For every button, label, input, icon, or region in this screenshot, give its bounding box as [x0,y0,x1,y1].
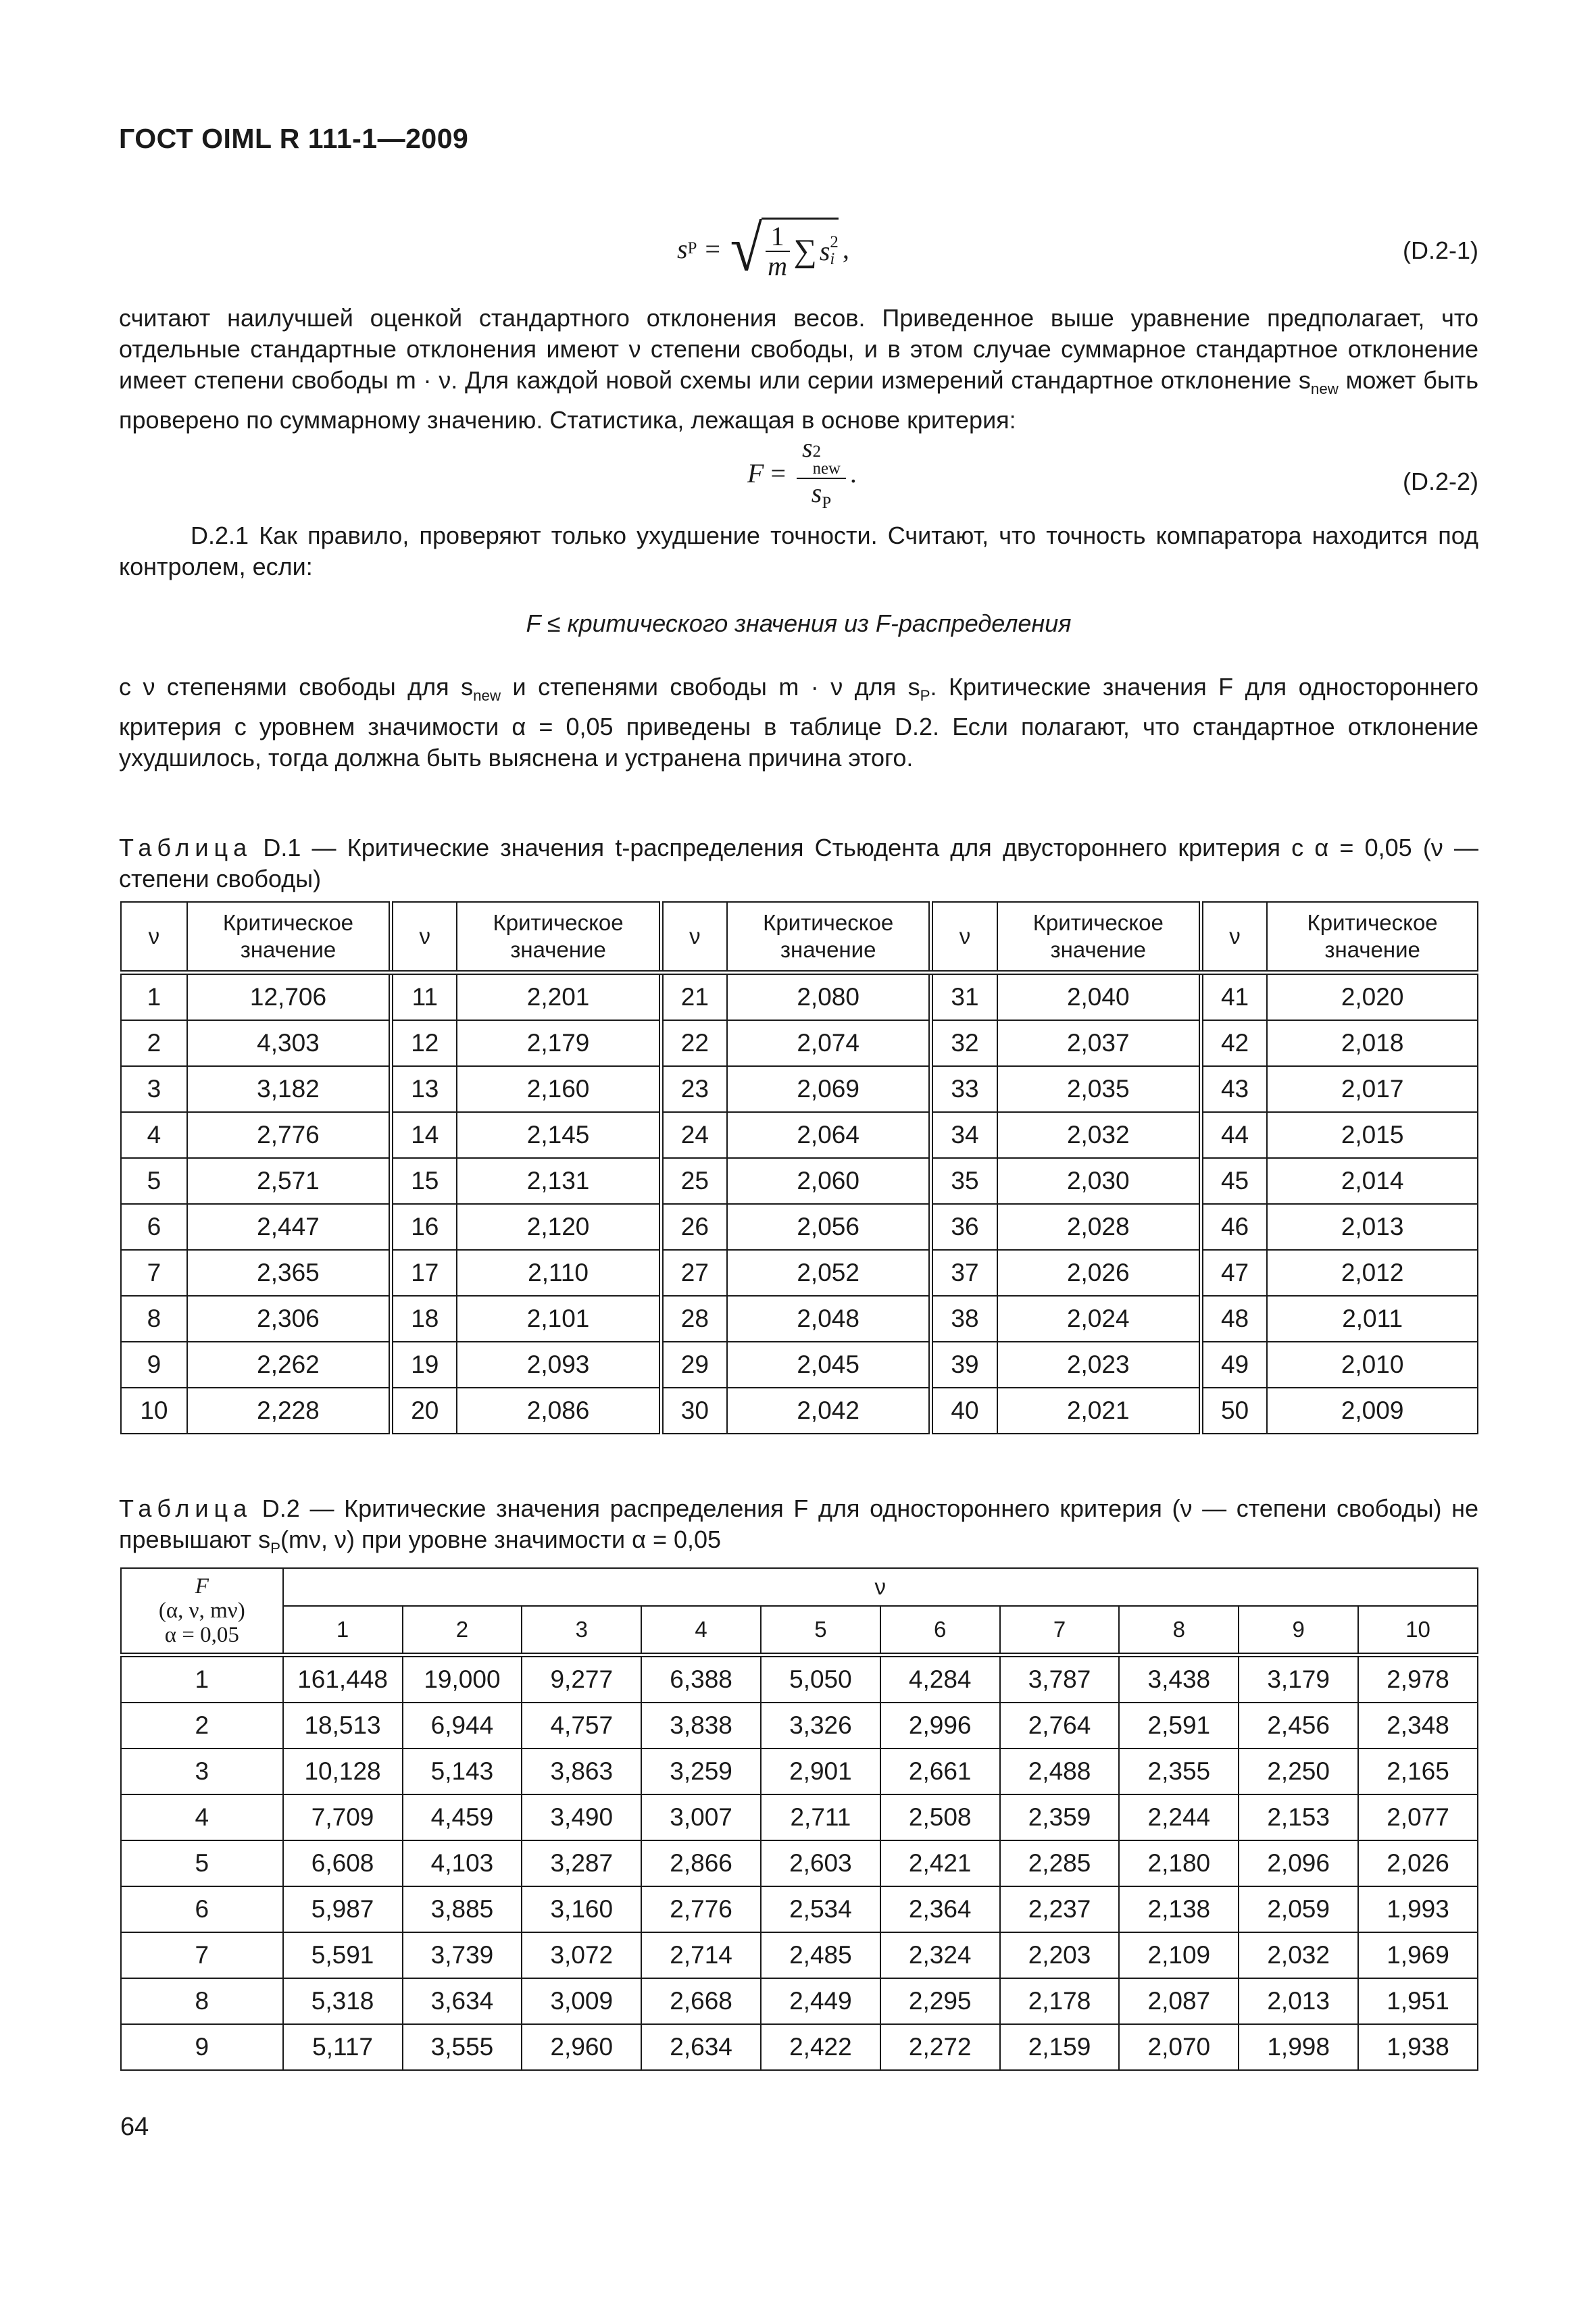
t1-nu-cell: 25 [661,1158,727,1204]
t2-value-cell: 2,488 [1000,1749,1120,1794]
para1-sub: new [1310,380,1339,398]
t1-value-cell: 2,013 [1267,1204,1478,1250]
t2-value-cell: 3,009 [522,1978,641,2024]
t2-value-cell: 1,969 [1358,1932,1478,1978]
t1-value-cell: 3,182 [187,1066,391,1112]
t1-nu-cell: 7 [121,1250,187,1296]
t2-value-cell: 3,259 [641,1749,761,1794]
t1-value-cell: 2,056 [727,1204,931,1250]
t1-value-cell: 2,064 [727,1112,931,1158]
t1-value-cell: 2,035 [997,1066,1201,1112]
table-row [121,1794,1478,1840]
t2-value-cell: 2,456 [1239,1703,1358,1749]
table-row [121,1250,1478,1296]
t2-row-label: 7 [121,1932,283,1978]
criterion-line: F ≤ критического значения из F-распределения [526,609,1072,637]
t1-nu-cell: 45 [1201,1158,1267,1204]
t2-head-args: (α, ν, mν) [158,1598,245,1623]
t2-value-cell: 3,787 [1000,1655,1120,1703]
t2-value-cell: 5,143 [403,1749,522,1794]
t2-row-label: 9 [121,2024,283,2070]
t2-value-cell: 2,032 [1239,1932,1358,1978]
para1-end: может быть проверено по суммарному значению. Статистика, лежащая в основе критерия: [119,366,1478,434]
table-row [121,1204,1478,1250]
t1-nu-cell: 47 [1201,1250,1267,1296]
t1-value-cell: 2,030 [997,1158,1201,1204]
t2-value-cell: 1,938 [1358,2024,1478,2070]
t1-nu-cell: 1 [121,972,187,1020]
t2-value-cell: 1,993 [1358,1886,1478,1932]
eq2-num-sub: new [812,459,841,478]
t2-value-cell: 2,026 [1358,1840,1478,1886]
t2-value-cell: 7,709 [283,1794,403,1840]
t2-value-cell: 2,087 [1119,1978,1239,2024]
t2-m-header: 3 [522,1606,641,1655]
t1-value-cell: 2,145 [457,1112,661,1158]
t2-row-label: 5 [121,1840,283,1886]
t2-value-cell: 2,244 [1119,1794,1239,1840]
t1-value-cell: 2,026 [997,1250,1201,1296]
table1-caption-text: D.1 — Критические значения t-распределения Стьюдента для двустороннего критерия с α = 0,05 (ν — степени свободы) [119,834,1478,892]
t2-head-nu: ν [283,1568,1478,1606]
t2-value-cell: 2,059 [1239,1886,1358,1932]
eq1-sqrt: √ $\frac{1}{m}$ ∑ s 2 i [730,212,839,284]
t1-nu-cell: 9 [121,1342,187,1388]
eq1-s: s [819,236,830,266]
t1-value-cell: 2,179 [457,1020,661,1066]
t1-value-cell: 2,060 [727,1158,931,1204]
eq2-den-s: s [811,477,822,508]
table-row [121,1020,1478,1066]
t1-nu-cell: 21 [661,972,727,1020]
t2-value-cell: 2,591 [1119,1703,1239,1749]
t1-nu-cell: 50 [1201,1388,1267,1434]
t1-value-cell: 2,037 [997,1020,1201,1066]
t1-nu-cell: 12 [391,1020,457,1066]
t2-value-cell: 2,449 [761,1978,880,2024]
t1-nu-cell: 11 [391,972,457,1020]
t1-value-cell: 2,009 [1267,1388,1478,1434]
table-row [121,1342,1478,1388]
eq1-lhs-sub: P [687,239,697,257]
t1-nu-cell: 23 [661,1066,727,1112]
t2-value-cell: 2,714 [641,1932,761,1978]
table-row [121,1655,1478,1703]
t1-value-cell: 2,015 [1267,1112,1478,1158]
t2-value-cell: 2,359 [1000,1794,1120,1840]
t1-value-cell: 2,045 [727,1342,931,1388]
t1-value-cell: 2,040 [997,972,1201,1020]
t2-value-cell: 2,996 [880,1703,1000,1749]
t2-value-cell: 1,998 [1239,2024,1358,2070]
t1-col-nu: ν [391,902,457,972]
t1-nu-cell: 32 [931,1020,997,1066]
table-row [121,1932,1478,1978]
t1-nu-cell: 31 [931,972,997,1020]
t1-col-nu: ν [661,902,727,972]
t1-col-value: Критическое значение [187,902,391,972]
t2-value-cell: 2,508 [880,1794,1000,1840]
t2-value-cell: 2,250 [1239,1749,1358,1794]
t2-m-header: 4 [641,1606,761,1655]
t1-value-cell: 2,021 [997,1388,1201,1434]
t1-value-cell: 2,086 [457,1388,661,1434]
t1-nu-cell: 44 [1201,1112,1267,1158]
t1-value-cell: 2,101 [457,1296,661,1342]
t2-value-cell: 2,348 [1358,1703,1478,1749]
paragraph-2: D.2.1 Как правило, проверяют только ухудшение точности. Считают, что точность компаратора находится под контролем, если: [119,522,1478,580]
t1-value-cell: 2,110 [457,1250,661,1296]
eq1-equals: = [705,233,720,264]
table-row [121,1840,1478,1886]
eq2-period: . [849,457,857,488]
t1-nu-cell: 22 [661,1020,727,1066]
eq1-comma: , [842,233,849,264]
paragraph-3 [119,672,1478,774]
table-row [121,1703,1478,1749]
t1-col-nu: ν [1201,902,1267,972]
table2-caption-text-b: (mν, ν) при уровне значимости α = 0,05 [280,1526,722,1553]
table-row [121,1158,1478,1204]
t2-m-header: 8 [1119,1606,1239,1655]
t1-nu-cell: 29 [661,1342,727,1388]
t2-value-cell: 161,448 [283,1655,403,1703]
t2-value-cell: 4,459 [403,1794,522,1840]
t2-value-cell: 5,050 [761,1655,880,1703]
t2-value-cell: 2,285 [1000,1840,1120,1886]
t2-value-cell: 2,668 [641,1978,761,2024]
t1-value-cell: 2,365 [187,1250,391,1296]
t2-value-cell: 2,960 [522,2024,641,2070]
t1-value-cell: 12,706 [187,972,391,1020]
table-row [121,2024,1478,2070]
t2-value-cell: 3,863 [522,1749,641,1794]
t2-value-cell: 2,159 [1000,2024,1120,2070]
t1-nu-cell: 49 [1201,1342,1267,1388]
table-row [121,1978,1478,2024]
t1-nu-cell: 5 [121,1158,187,1204]
table-d1 [120,901,1478,1434]
t1-value-cell: 2,069 [727,1066,931,1112]
t2-row-label: 2 [121,1703,283,1749]
t2-value-cell: 2,711 [761,1794,880,1840]
t2-value-cell: 9,277 [522,1655,641,1703]
t2-value-cell: 3,007 [641,1794,761,1840]
table-row [121,1112,1478,1158]
t2-row-label: 3 [121,1749,283,1794]
t1-value-cell: 2,131 [457,1158,661,1204]
t2-m-header: 1 [283,1606,403,1655]
t2-f-header [121,1568,283,1655]
t1-nu-cell: 14 [391,1112,457,1158]
t1-value-cell: 2,776 [187,1112,391,1158]
eq2-number: (D.2-2) [1402,468,1478,495]
t2-value-cell: 2,421 [880,1840,1000,1886]
t1-nu-cell: 27 [661,1250,727,1296]
table1-header-row [121,902,1478,972]
t1-value-cell: 2,262 [187,1342,391,1388]
eq1-number: (D.2-1) [1402,236,1478,264]
t1-nu-cell: 48 [1201,1296,1267,1342]
t1-nu-cell: 19 [391,1342,457,1388]
eq1-sub: i [830,249,835,268]
t1-col-value: Критическое значение [1267,902,1478,972]
t1-value-cell: 2,020 [1267,972,1478,1020]
t2-value-cell: 1,951 [1358,1978,1478,2024]
t1-value-cell: 2,017 [1267,1066,1478,1112]
t1-nu-cell: 2 [121,1020,187,1066]
t2-value-cell: 3,838 [641,1703,761,1749]
t1-nu-cell: 37 [931,1250,997,1296]
t2-value-cell: 3,634 [403,1978,522,2024]
t2-value-cell: 2,324 [880,1932,1000,1978]
t2-value-cell: 4,284 [880,1655,1000,1703]
t2-value-cell: 2,180 [1119,1840,1239,1886]
para3-b-sub: P [920,687,930,705]
t2-value-cell: 2,272 [880,2024,1000,2070]
t2-value-cell: 10,128 [283,1749,403,1794]
t2-value-cell: 2,603 [761,1840,880,1886]
t1-value-cell: 2,012 [1267,1250,1478,1296]
eq2-num-s: s [802,432,813,463]
t1-value-cell: 2,074 [727,1020,931,1066]
eq2-den-sub: P [822,493,832,512]
t2-value-cell: 5,117 [283,2024,403,2070]
t2-value-cell: 3,555 [403,2024,522,2070]
t2-head-f: F [195,1574,209,1599]
t2-value-cell: 2,013 [1239,1978,1358,2024]
table-row [121,1886,1478,1932]
t1-value-cell: 2,042 [727,1388,931,1434]
t2-value-cell: 2,422 [761,2024,880,2070]
t2-value-cell: 3,885 [403,1886,522,1932]
t2-value-cell: 2,634 [641,2024,761,2070]
equation-d2-2 [119,432,1478,512]
eq1-sum: ∑ [793,233,817,269]
table2-caption-sub: P [270,1540,281,1557]
t1-nu-cell: 17 [391,1250,457,1296]
t2-value-cell: 2,534 [761,1886,880,1932]
t2-value-cell: 2,355 [1119,1749,1239,1794]
t1-nu-cell: 18 [391,1296,457,1342]
t2-value-cell: 2,901 [761,1749,880,1794]
t1-value-cell: 2,093 [457,1342,661,1388]
t1-value-cell: 2,018 [1267,1020,1478,1066]
t2-value-cell: 2,077 [1358,1794,1478,1840]
t1-value-cell: 2,011 [1267,1296,1478,1342]
t2-value-cell: 3,072 [522,1932,641,1978]
t1-value-cell: 2,028 [997,1204,1201,1250]
table2-header-row-2 [121,1606,1478,1655]
t1-col-nu: ν [121,902,187,972]
t2-value-cell: 2,178 [1000,1978,1120,2024]
t2-value-cell: 2,866 [641,1840,761,1886]
t2-value-cell: 5,318 [283,1978,403,2024]
t1-nu-cell: 38 [931,1296,997,1342]
t2-value-cell: 2,138 [1119,1886,1239,1932]
t1-value-cell: 2,201 [457,972,661,1020]
t1-value-cell: 2,120 [457,1204,661,1250]
paragraph-1 [119,303,1478,436]
t1-nu-cell: 16 [391,1204,457,1250]
t1-value-cell: 2,032 [997,1112,1201,1158]
t2-value-cell: 2,096 [1239,1840,1358,1886]
t1-nu-cell: 24 [661,1112,727,1158]
t2-value-cell: 3,438 [1119,1655,1239,1703]
para3-a-sub: new [473,687,501,705]
t1-nu-cell: 3 [121,1066,187,1112]
t1-col-value: Критическое значение [457,902,661,972]
t1-nu-cell: 43 [1201,1066,1267,1112]
t1-value-cell: 4,303 [187,1020,391,1066]
t2-value-cell: 2,109 [1119,1932,1239,1978]
t2-value-cell: 6,388 [641,1655,761,1703]
t1-value-cell: 2,024 [997,1296,1201,1342]
eq2-frac [797,434,846,512]
t2-value-cell: 3,160 [522,1886,641,1932]
t2-value-cell: 2,776 [641,1886,761,1932]
t2-value-cell: 18,513 [283,1703,403,1749]
t1-value-cell: 2,052 [727,1250,931,1296]
t2-value-cell: 5,591 [283,1932,403,1978]
table2-caption-text-a: D.2 — Критические значения распределения F для одностороннего критерия (ν — степени свободы) не превышают s [119,1494,1478,1553]
t1-nu-cell: 42 [1201,1020,1267,1066]
table-row [121,1749,1478,1794]
eq2-lhs: F [747,457,764,488]
t2-value-cell: 2,661 [880,1749,1000,1794]
t1-value-cell: 2,014 [1267,1158,1478,1204]
t2-row-label: 6 [121,1886,283,1932]
t2-value-cell: 2,070 [1119,2024,1239,2070]
t1-value-cell: 2,447 [187,1204,391,1250]
t2-m-header: 9 [1239,1606,1358,1655]
t2-row-label: 8 [121,1978,283,2024]
t1-nu-cell: 13 [391,1066,457,1112]
para3-c: . Критические значения F для одностороннего критерия с уровнем значимости α = 0,05 приведены в таблице D.2. Если полагают, что стандартное отклонение ухудшилось, тогда должна быть выяснена и устранена причина этого. [119,673,1479,772]
t2-value-cell: 3,287 [522,1840,641,1886]
t2-value-cell: 4,103 [403,1840,522,1886]
para3-a: с ν степенями свободы для s [119,673,474,701]
t2-value-cell: 6,608 [283,1840,403,1886]
t2-value-cell: 5,987 [283,1886,403,1932]
t1-nu-cell: 30 [661,1388,727,1434]
table-d2 [120,1567,1478,2071]
t1-nu-cell: 34 [931,1112,997,1158]
table-row [121,1066,1478,1112]
t1-nu-cell: 4 [121,1112,187,1158]
para3-b: и степенями свободы m · ν для s [501,673,920,701]
t1-nu-cell: 33 [931,1066,997,1112]
t1-value-cell: 2,160 [457,1066,661,1112]
t2-value-cell: 6,944 [403,1703,522,1749]
document-header: ГОСТ OIML R 111-1—2009 [119,123,469,154]
t1-value-cell: 2,571 [187,1158,391,1204]
t2-m-header: 7 [1000,1606,1120,1655]
t1-value-cell: 2,080 [727,972,931,1020]
eq2-equals: = [770,457,786,488]
t2-value-cell: 2,295 [880,1978,1000,2024]
t2-value-cell: 2,978 [1358,1655,1478,1703]
t1-nu-cell: 26 [661,1204,727,1250]
t1-value-cell: 2,228 [187,1388,391,1434]
t1-value-cell: 2,306 [187,1296,391,1342]
t2-value-cell: 2,764 [1000,1703,1120,1749]
t2-row-label: 1 [121,1655,283,1703]
t1-nu-cell: 39 [931,1342,997,1388]
t1-nu-cell: 8 [121,1296,187,1342]
t1-nu-cell: 40 [931,1388,997,1434]
t2-value-cell: 2,153 [1239,1794,1358,1840]
table-row [121,1296,1478,1342]
page-number: 64 [120,2113,149,2141]
t2-m-header: 10 [1358,1606,1478,1655]
t1-nu-cell: 10 [121,1388,187,1434]
table-row [121,972,1478,1020]
t2-head-alpha: α = 0,05 [164,1622,239,1647]
t2-value-cell: 19,000 [403,1655,522,1703]
t1-nu-cell: 15 [391,1158,457,1204]
t2-value-cell: 2,203 [1000,1932,1120,1978]
eq1-frac-den: m [768,250,788,281]
t2-row-label: 4 [121,1794,283,1840]
t1-col-value: Критическое значение [997,902,1201,972]
t1-nu-cell: 36 [931,1204,997,1250]
t2-value-cell: 2,237 [1000,1886,1120,1932]
t2-value-cell: 3,739 [403,1932,522,1978]
t1-col-value: Критическое значение [727,902,931,972]
table1-caption [119,832,1478,895]
t1-nu-cell: 41 [1201,972,1267,1020]
t1-value-cell: 2,023 [997,1342,1201,1388]
equation-d2-1 [119,212,1478,284]
t1-nu-cell: 20 [391,1388,457,1434]
t2-value-cell: 2,485 [761,1932,880,1978]
t2-m-header: 6 [880,1606,1000,1655]
t1-value-cell: 2,010 [1267,1342,1478,1388]
t2-value-cell: 2,165 [1358,1749,1478,1794]
t2-value-cell: 3,179 [1239,1655,1358,1703]
t2-value-cell: 3,490 [522,1794,641,1840]
t1-nu-cell: 46 [1201,1204,1267,1250]
t1-col-nu: ν [931,902,997,972]
table2-caption [119,1493,1478,1564]
t2-m-header: 2 [403,1606,522,1655]
table2-caption-label: Таблица [119,1494,253,1522]
t1-value-cell: 2,048 [727,1296,931,1342]
eq1-sup: 2 [830,232,839,251]
t2-value-cell: 4,757 [522,1703,641,1749]
table-row [121,1388,1478,1434]
t2-value-cell: 3,326 [761,1703,880,1749]
eq1-lhs: s [677,233,688,264]
t2-value-cell: 2,364 [880,1886,1000,1932]
table1-caption-label: Таблица [119,834,253,861]
para1-text: считают наилучшей оценкой стандартного отклонения весов. Приведенное выше уравнение предполагает, что отдельные стандартные отклонения имеют ν степени свободы, и в этом случае суммарное стандартное отклонение имеет степени свободы m · ν. Для каждой новой схемы или серии измерений стандартное отклонение s [119,304,1478,394]
t1-nu-cell: 35 [931,1158,997,1204]
t1-nu-cell: 6 [121,1204,187,1250]
t2-m-header: 5 [761,1606,880,1655]
table2-header-row-1 [121,1568,1478,1606]
eq1-frac [766,222,790,280]
eq1-frac-num: 1 [766,222,790,252]
t1-nu-cell: 28 [661,1296,727,1342]
eq2-num-sup: 2 [812,443,821,461]
